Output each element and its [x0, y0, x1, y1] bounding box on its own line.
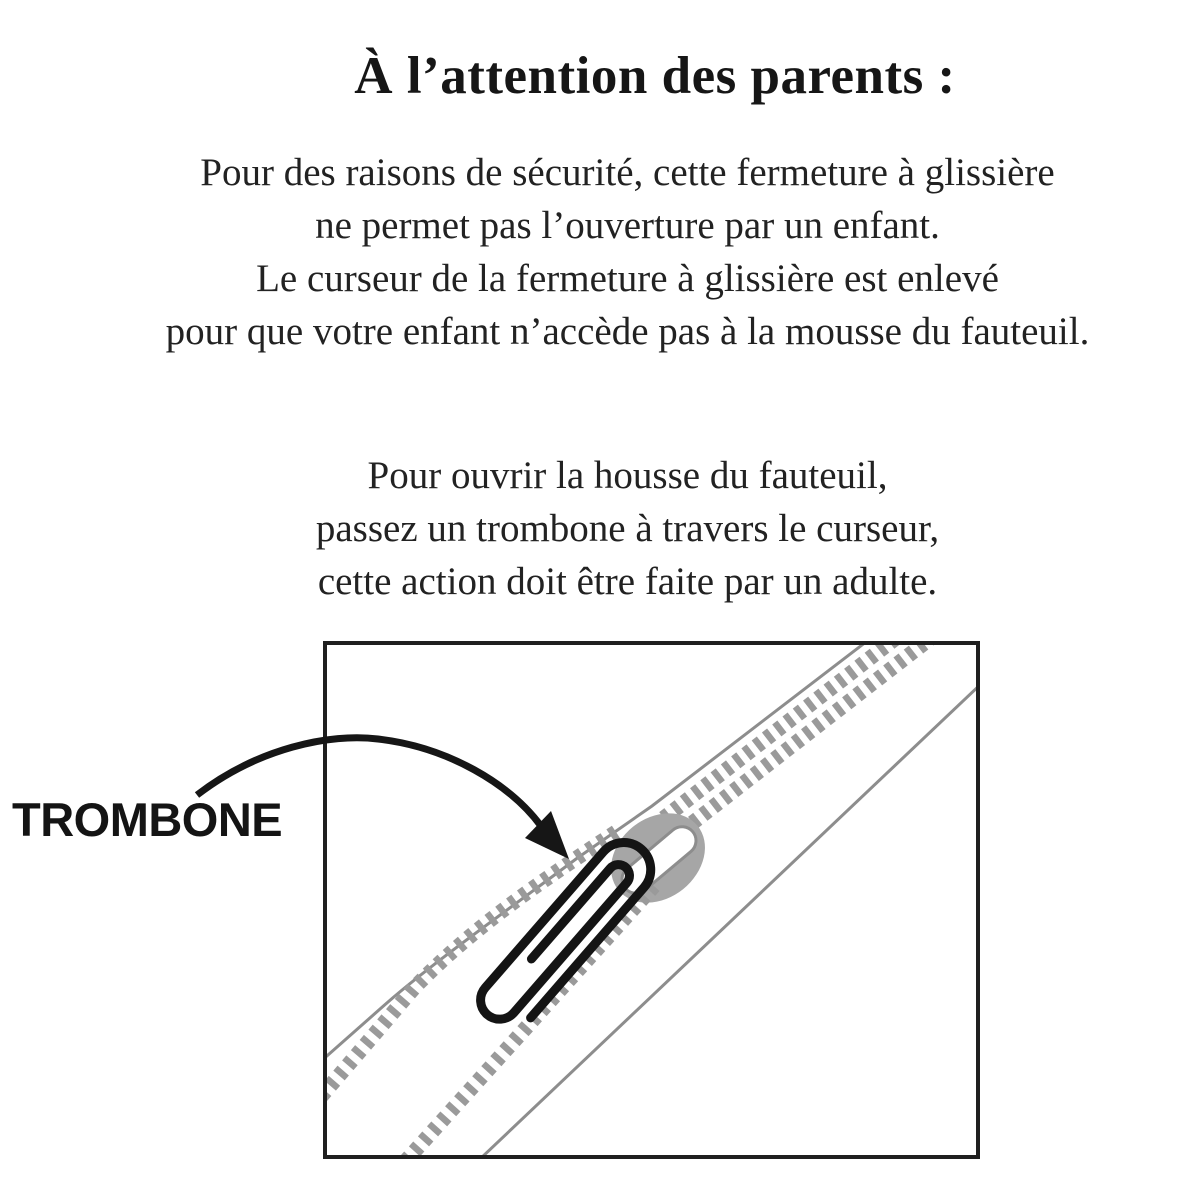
trombone-label: TROMBONE	[12, 793, 283, 846]
safety-paragraph	[55, 146, 1200, 358]
notice-line: passez un trombone à travers le curseur,	[315, 507, 940, 550]
notice-line: ne permet pas l’ouverture par un enfant.	[315, 204, 940, 247]
instructions-paragraph	[55, 449, 1200, 608]
notice-line: pour que votre enfant n’accède pas à la mousse du fauteuil.	[165, 310, 1090, 353]
notice-line: Pour ouvrir la housse du fauteuil,	[367, 454, 888, 497]
page-title: À l’attention des parents :	[354, 47, 956, 105]
notice-line: Pour des raisons de sécurité, cette fermeture à glissière	[200, 151, 1055, 194]
notice-line: cette action doit être faite par un adulte.	[317, 560, 938, 603]
zipper-teeth-closed-row-a	[633, 579, 972, 842]
notice-line: Le curseur de la fermeture à glissière est enlevé	[256, 257, 999, 300]
